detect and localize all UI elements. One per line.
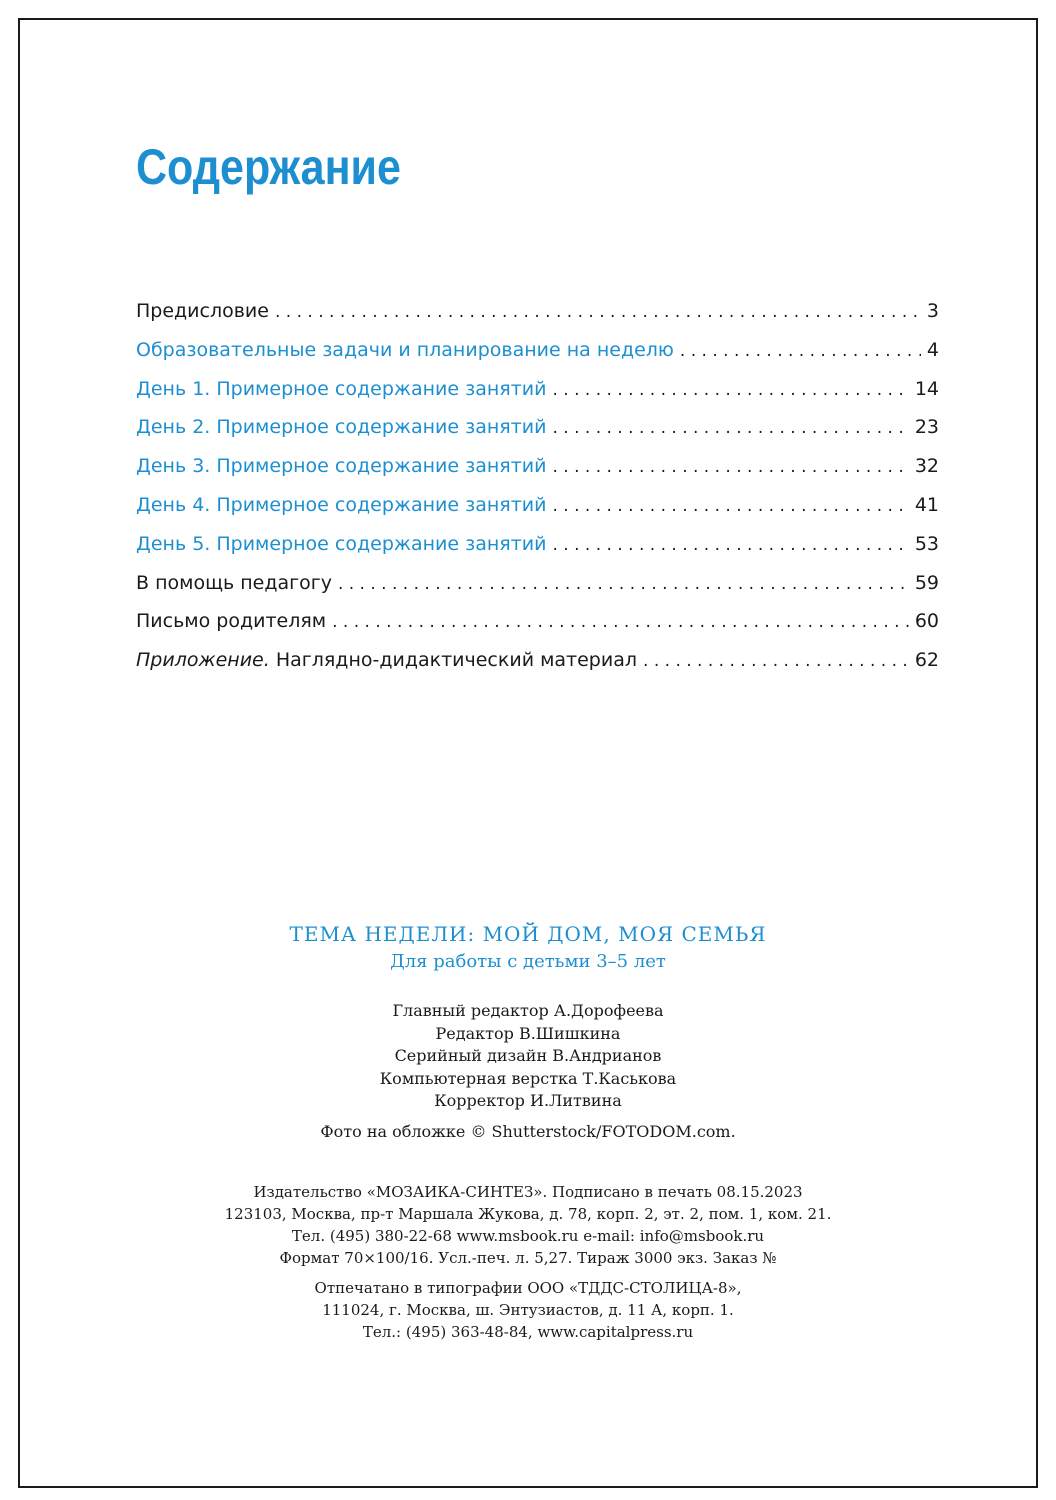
toc-entry[interactable] — [136, 455, 939, 494]
toc-leader-dots — [553, 418, 909, 438]
toc-entry-page: 59 — [914, 571, 939, 594]
toc-entry[interactable] — [136, 610, 939, 649]
toc-entry[interactable] — [136, 416, 939, 455]
toc-entry-page: 60 — [914, 610, 939, 633]
toc-entry-label — [136, 300, 269, 322]
editorial-credits — [0, 1000, 1056, 1113]
toc-leader-dots — [275, 302, 921, 322]
printer-info — [0, 1277, 1056, 1343]
printer-line: Отпечатано в типографии ООО «ТДДС-СТОЛИЦА-8», — [314, 1279, 742, 1297]
printer-line: Тел.: (495) 363-48-84, www.capitalpress.ru — [362, 1323, 694, 1341]
publisher-line: Тел. (495) 380-22-68 www.msbook.ru e-mail: info@msbook.ru — [291, 1227, 765, 1245]
toc-entry-text: Предисловие — [136, 300, 269, 322]
toc-entry-page: 62 — [914, 649, 939, 672]
credit-line: Редактор В.Шишкина — [435, 1023, 621, 1043]
toc-entry[interactable] — [136, 339, 939, 378]
toc-entry-text: День 5. Примерное содержание занятий — [136, 532, 547, 555]
toc-entry-text: В помощь педагогу — [136, 571, 332, 594]
toc-entry[interactable] — [136, 533, 939, 572]
toc-leader-dots — [553, 496, 909, 516]
toc-entry-label — [136, 610, 326, 632]
publisher-line: Формат 70×100/16. Усл.-печ. л. 5,27. Тираж 3000 экз. Заказ № — [279, 1249, 777, 1267]
toc-entry-page: 23 — [914, 416, 939, 439]
toc-entry-label — [136, 416, 547, 438]
credit-line: Главный редактор А.Дорофеева — [392, 1001, 664, 1020]
toc-entry-page: 4 — [926, 338, 939, 361]
series-theme-title: ТЕМА НЕДЕЛИ: МОЙ ДОМ, МОЯ СЕМЬЯ — [289, 922, 767, 946]
credit-line: Компьютерная верстка Т.Каськова — [379, 1068, 677, 1088]
toc-entry-label — [136, 378, 547, 400]
toc-entry[interactable] — [136, 494, 939, 533]
toc-entry[interactable] — [136, 572, 939, 611]
toc-leader-dots — [643, 651, 909, 671]
photo-credit: Фото на обложке © Shutterstock/FOTODOM.com. — [320, 1122, 736, 1141]
toc-entry-text: День 3. Примерное содержание занятий — [136, 455, 547, 478]
toc-entry-page: 14 — [914, 377, 939, 400]
toc-leader-dots — [553, 380, 909, 400]
toc-entry-label — [136, 455, 547, 477]
toc-leader-dots — [553, 457, 909, 477]
toc-leader-dots — [332, 612, 909, 632]
toc-entry-label — [136, 533, 547, 555]
series-theme-subtitle: Для работы с детьми 3–5 лет — [390, 951, 666, 972]
toc-entry-page: 53 — [914, 532, 939, 555]
toc-entry[interactable] — [136, 378, 939, 417]
publisher-line: 123103, Москва, пр-т Маршала Жукова, д. 78, корп. 2, эт. 2, пом. 1, ком. 21. — [224, 1205, 832, 1223]
toc-entry-text: Письмо родителям — [136, 610, 327, 633]
toc-entry-text: Образовательные задачи и планирование на неделю — [136, 338, 674, 361]
toc-entry-page: 41 — [914, 493, 939, 516]
toc-entry-text: День 1. Примерное содержание занятий — [136, 377, 547, 400]
credit-line: Корректор И.Литвина — [434, 1091, 622, 1110]
toc-entry-page: 3 — [926, 300, 939, 322]
toc-entry-page: 32 — [914, 455, 939, 478]
toc-leader-dots — [553, 535, 909, 555]
publisher-line: Издательство «МОЗАИКА-СИНТЕЗ». Подписано в печать 08.15.2023 — [253, 1183, 803, 1201]
toc-leader-dots — [680, 341, 921, 361]
toc-entry-label — [136, 649, 637, 671]
toc-entry-text: День 2. Примерное содержание занятий — [136, 416, 547, 439]
toc-entry-label — [136, 572, 332, 594]
toc-entry[interactable] — [136, 300, 939, 339]
toc-leader-dots — [338, 574, 909, 594]
toc-entry-text: День 4. Примерное содержание занятий — [136, 493, 547, 516]
printer-line: 111024, г. Москва, ш. Энтузиастов, д. 11 А, корп. 1. — [322, 1301, 734, 1319]
toc-entry-text: Наглядно-дидактический материал — [269, 649, 638, 672]
toc-entry-italic-prefix: Приложение. — [136, 649, 270, 672]
page-title: Содержание — [136, 139, 401, 195]
table-of-contents — [136, 300, 939, 688]
toc-entry-label — [136, 339, 674, 361]
toc-entry[interactable] — [136, 649, 939, 688]
publisher-info — [0, 1181, 1056, 1269]
credit-line: Серийный дизайн В.Андрианов — [394, 1046, 662, 1065]
toc-entry-label — [136, 494, 547, 516]
